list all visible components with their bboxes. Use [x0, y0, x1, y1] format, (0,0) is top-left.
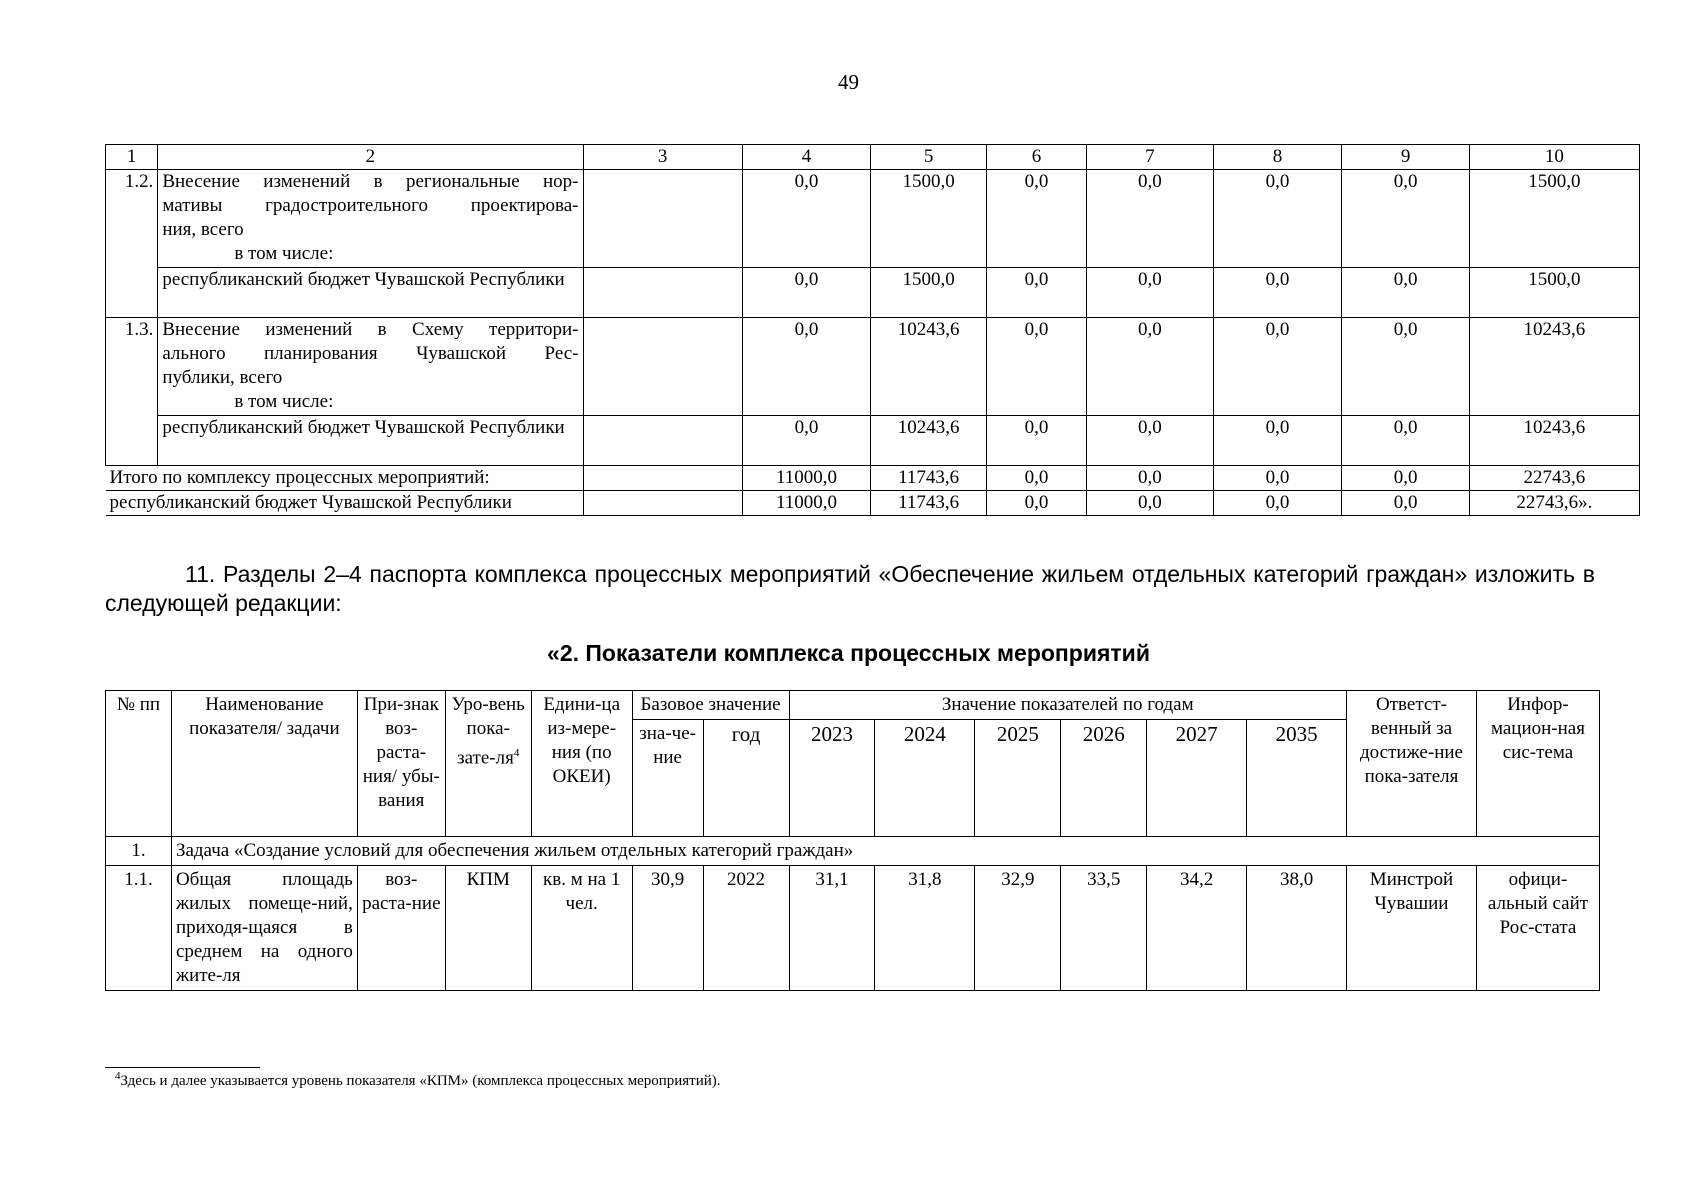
empty-cell	[583, 318, 742, 416]
base-header: Базовое значение	[632, 691, 789, 720]
value-cell: 0,0	[986, 318, 1086, 416]
header-row	[106, 691, 1600, 720]
value-cell: 32,9	[975, 866, 1061, 991]
value-cell: 0,0	[1213, 491, 1342, 516]
value-cell: 34,2	[1147, 866, 1247, 991]
responsible-header: Ответст-венный за достиже-ние пока-зателя	[1347, 691, 1477, 837]
value-cell: 0,0	[1213, 318, 1342, 416]
year-header: 2027	[1147, 720, 1247, 837]
col-7-header: 7	[1087, 145, 1213, 170]
unit-cell: кв. м на 1 чел.	[531, 866, 632, 991]
value-cell: 10243,6	[1469, 318, 1639, 416]
row-name	[158, 318, 583, 416]
value-cell: 0,0	[986, 170, 1086, 268]
year-header: 2023	[789, 720, 875, 837]
value-cell: 1500,0	[871, 170, 987, 268]
no-header: № пп	[106, 691, 172, 837]
row-name-line: ния, всего	[162, 219, 244, 240]
task-row	[106, 837, 1600, 866]
level-cell: КПМ	[445, 866, 531, 991]
value-cell: 10243,6	[1469, 416, 1639, 466]
total-label: Итого по комплексу процессных мероприятий:	[106, 466, 584, 491]
value-cell: 10243,6	[871, 318, 987, 416]
value-cell: 1500,0	[871, 268, 987, 318]
value-cell: 0,0	[1087, 170, 1213, 268]
year-header: 2026	[1061, 720, 1147, 837]
footnote-mark: 4	[513, 747, 520, 759]
task-text: Задача «Создание условий для обеспечения жильем отдельных категорий граждан»	[171, 837, 1599, 866]
value-cell: 0,0	[742, 170, 871, 268]
col-4-header: 4	[742, 145, 871, 170]
indicators-table	[105, 690, 1600, 991]
row-name-line: Внесение изменений в региональные нор-	[162, 171, 579, 192]
row-name-line: ального планирования Чувашской Рес-	[162, 343, 579, 364]
value-cell: 1500,0	[1469, 170, 1639, 268]
empty-cell	[583, 416, 742, 466]
total-row	[106, 466, 1640, 491]
value-cell: 0,0	[1213, 268, 1342, 318]
empty-cell	[583, 466, 742, 491]
base-value-header: зна-че-ние	[632, 720, 703, 837]
table-row	[106, 866, 1600, 991]
col-3-header: 3	[583, 145, 742, 170]
value-cell: 10243,6	[871, 416, 987, 466]
value-cell: 0,0	[1087, 466, 1213, 491]
footnote-rule	[105, 1067, 260, 1068]
info-system-header: Инфор-мацион-ная сис-тема	[1476, 691, 1599, 837]
table-row	[106, 318, 1640, 416]
value-cell: 0,0	[742, 318, 871, 416]
row-name-line: мативы градостроительного проектирова-	[162, 195, 579, 216]
value-cell: 0,0	[742, 268, 871, 318]
row-name: республиканский бюджет Чувашской Республики	[158, 416, 583, 466]
value-cell: 11743,6	[871, 491, 987, 516]
table-row	[106, 268, 1640, 318]
row-index: 1.3.	[106, 318, 158, 466]
value-cell: 11743,6	[871, 466, 987, 491]
year-header: 2024	[875, 720, 975, 837]
col-5-header: 5	[871, 145, 987, 170]
footnote-mark: 4	[115, 1070, 121, 1082]
row-name-line: публики, всего	[162, 367, 283, 388]
value-cell: 0,0	[986, 416, 1086, 466]
value-cell: 0,0	[1342, 466, 1470, 491]
base-value-cell: 30,9	[632, 866, 703, 991]
year-header: 2025	[975, 720, 1061, 837]
value-cell: 0,0	[986, 466, 1086, 491]
base-year-cell: 2022	[703, 866, 789, 991]
total-budget-label: республиканский бюджет Чувашской Республики	[106, 491, 584, 516]
value-cell: 0,0	[1087, 416, 1213, 466]
header-row	[106, 145, 1640, 170]
value-cell: 0,0	[1087, 268, 1213, 318]
value-cell: 22743,6	[1469, 466, 1639, 491]
empty-cell	[583, 268, 742, 318]
year-header: 2035	[1247, 720, 1347, 837]
value-cell: 0,0	[1342, 268, 1470, 318]
responsible-cell: Минстрой Чувашии	[1347, 866, 1477, 991]
value-cell: 0,0	[1213, 466, 1342, 491]
value-cell: 33,5	[1061, 866, 1147, 991]
value-cell: 0,0	[986, 268, 1086, 318]
info-system-cell: офици-альный сайт Рос-стата	[1476, 866, 1599, 991]
value-cell: 0,0	[1342, 491, 1470, 516]
col-8-header: 8	[1213, 145, 1342, 170]
empty-cell	[583, 491, 742, 516]
value-cell: 0,0	[742, 416, 871, 466]
value-cell: 1500,0	[1469, 268, 1639, 318]
value-cell: 0,0	[1213, 416, 1342, 466]
value-cell: 0,0	[1342, 170, 1470, 268]
page-number: 49	[838, 70, 859, 94]
level-header	[445, 691, 531, 837]
value-cell: 38,0	[1247, 866, 1347, 991]
empty-cell	[583, 170, 742, 268]
value-cell: 0,0	[1087, 318, 1213, 416]
row-sub-label: в том числе:	[234, 243, 334, 264]
value-cell: 0,0	[986, 491, 1086, 516]
value-cell: 0,0	[1342, 318, 1470, 416]
row-name: республиканский бюджет Чувашской Республики	[158, 268, 583, 318]
footnote	[115, 1070, 721, 1090]
level-header-text: Уро-вень пока-зате-ля	[451, 694, 525, 769]
row-index: 1.	[106, 837, 172, 866]
col-1-header: 1	[106, 145, 158, 170]
financing-table	[105, 144, 1640, 516]
by-years-header: Значение показателей по годам	[789, 691, 1347, 720]
value-cell: 11000,0	[742, 466, 871, 491]
value-cell: 0,0	[1342, 416, 1470, 466]
amendment-paragraph: 11. Разделы 2–4 паспорта комплекса процессных мероприятий «Обеспечение жильем отдельных категорий граждан» изложить в следующей редакции:	[105, 561, 1595, 616]
sign-cell: воз-раста-ние	[357, 866, 445, 991]
row-index: 1.1.	[106, 866, 172, 991]
col-10-header: 10	[1469, 145, 1639, 170]
col-2-header: 2	[158, 145, 583, 170]
row-name-line: Внесение изменений в Схему территори-	[162, 319, 579, 340]
indicator-name: Общая площадь жилых помеще-ний, приходя-щаяся в среднем на одного жите-ля	[171, 866, 357, 991]
base-year-header: год	[703, 720, 789, 837]
value-cell: 31,8	[875, 866, 975, 991]
row-sub-label: в том числе:	[234, 391, 334, 412]
table-row	[106, 416, 1640, 466]
value-cell: 0,0	[1213, 170, 1342, 268]
col-9-header: 9	[1342, 145, 1470, 170]
unit-header: Едини-ца из-мере-ния (по ОКЕИ)	[531, 691, 632, 837]
section-title: «2. Показатели комплекса процессных мероприятий	[547, 640, 1150, 666]
row-index: 1.2.	[106, 170, 158, 318]
table-row	[106, 170, 1640, 268]
value-cell: 0,0	[1087, 491, 1213, 516]
value-cell: 31,1	[789, 866, 875, 991]
value-cell: 11000,0	[742, 491, 871, 516]
total-budget-row	[106, 491, 1640, 516]
col-6-header: 6	[986, 145, 1086, 170]
sign-header: При-знак воз-раста-ния/ убы-вания	[357, 691, 445, 837]
value-cell: 22743,6».	[1469, 491, 1639, 516]
footnote-text: Здесь и далее указывается уровень показателя «КПМ» (комплекса процессных мероприятий).	[120, 1073, 721, 1089]
row-name	[158, 170, 583, 268]
name-header: Наименование показателя/ задачи	[171, 691, 357, 837]
